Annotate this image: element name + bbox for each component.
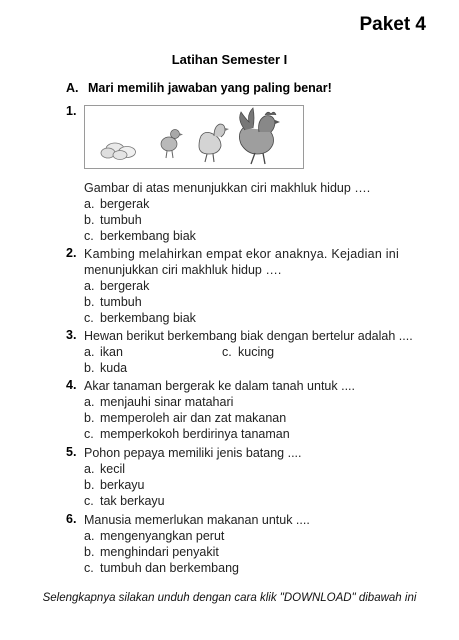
question-2-option-a: a. bergerak [84,279,150,293]
question-5-number: 5. [66,445,77,459]
question-2-option-b: b. tumbuh [84,295,142,309]
question-6-number: 6. [66,512,77,526]
question-5-option-c: c. tak berkayu [84,494,165,508]
question-4-option-b: b. memperoleh air dan zat makanan [84,411,287,425]
question-4-option-c: c. memperkokoh berdirinya tanaman [84,427,290,441]
question-6-option-b: b. menghindari penyakit [84,545,219,559]
chicken-life-cycle-drawing [85,106,303,168]
eggs-icon [101,143,136,160]
question-3-option-c: c. kucing [222,345,275,359]
question-3-option-a: a. ikan [84,345,123,359]
question-1-number: 1. [66,104,77,118]
question-6-text: Manusia memerlukan makanan untuk .... [84,513,310,527]
section-letter: A. [66,81,79,95]
question-1-option-a: a. bergerak [84,197,150,211]
question-3-number: 3. [66,328,77,342]
question-2-option-c: c. berkembang biak [84,311,196,325]
question-2-text-line-2: menunjukkan ciri makhluk hidup …. [84,263,282,277]
question-2-text-line-1: Kambing melahirkan empat ekor anaknya. Kejadian ini [84,247,400,261]
question-3-option-b: b. kuda [84,361,128,375]
question-5-option-b: b. berkayu [84,478,145,492]
section-instruction: Mari memilih jawaban yang paling benar! [87,81,332,95]
question-4-number: 4. [66,378,77,392]
page-title: Latihan Semester I [171,52,288,67]
chick-icon [161,130,183,159]
question-4-option-a: a. menjauhi sinar matahari [84,395,234,409]
question-1-option-c: c. berkembang biak [84,229,196,243]
package-label: Paket 4 [359,14,426,35]
question-4-text: Akar tanaman bergerak ke dalam tanah untuk .... [84,379,355,393]
life-cycle-illustration [84,105,304,169]
question-2-number: 2. [66,246,77,260]
question-1-option-b: b. tumbuh [84,213,142,227]
section-heading [66,81,332,95]
question-5-text: Pohon pepaya memiliki jenis batang .... [84,446,302,460]
question-3-text: Hewan berikut berkembang biak dengan bertelur adalah .... [84,329,413,343]
question-5-option-a: a. kecil [84,462,126,476]
question-6-option-a: a. mengenyangkan perut [84,529,225,543]
question-6-option-c: c. tumbuh dan berkembang [84,561,239,575]
download-note: Selengkapnya silakan unduh dengan cara klik "DOWNLOAD" dibawah ini [42,592,417,604]
question-1-text: Gambar di atas menunjukkan ciri makhluk hidup …. [84,181,371,195]
young-chicken-icon [199,124,229,162]
rooster-icon [239,108,280,164]
